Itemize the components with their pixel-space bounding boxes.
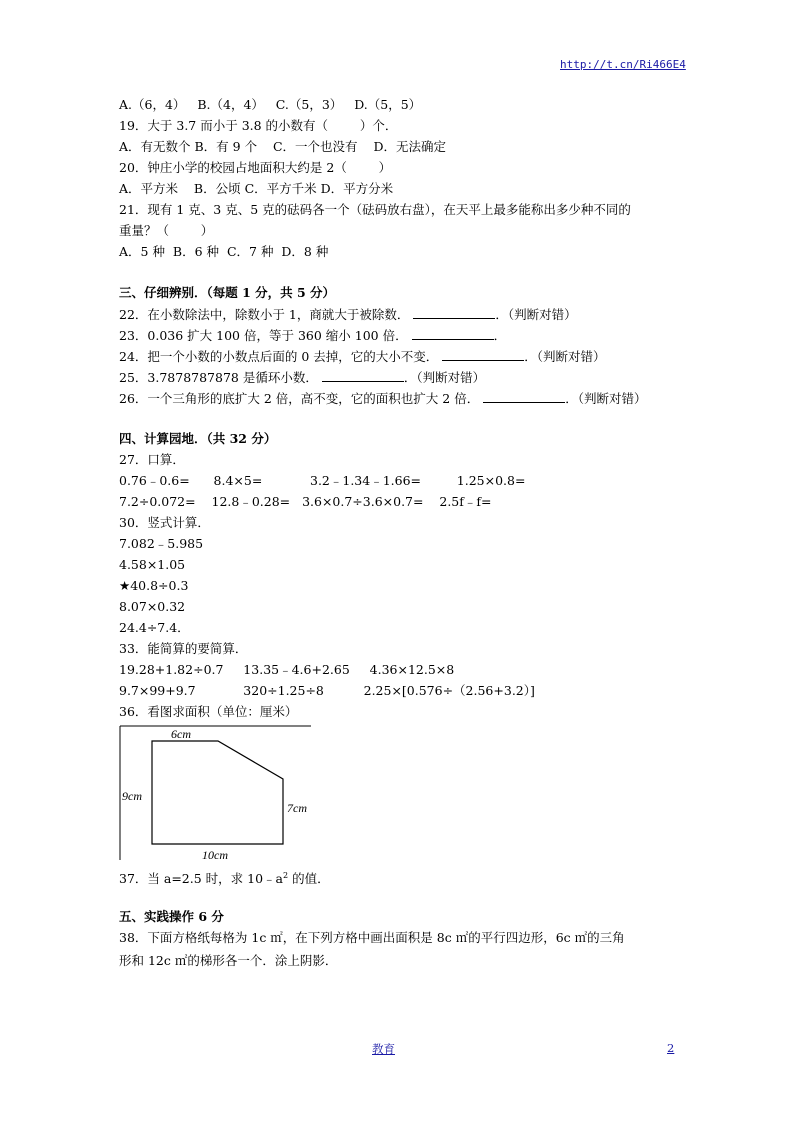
pentagon-shape bbox=[152, 741, 283, 844]
q19: 19．大于 3.7 而小于 3.8 的小数有（ ）个． bbox=[119, 118, 398, 133]
oral-calc-row-1: 0.76﹣0.6= 8.4×5= 3.2﹣1.34﹣1.66= 1.25×0.8= bbox=[119, 473, 526, 488]
q18-options: A.（6，4） B.（4，4） C.（5，3） D.（5，5） bbox=[119, 97, 422, 112]
header-link[interactable]: http://t.cn/Ri466E4 bbox=[560, 58, 686, 71]
answer-blank[interactable] bbox=[483, 390, 565, 403]
area-figure bbox=[119, 724, 319, 864]
q38-line1: 38．下面方格纸每格为 1c ㎡，在下列方格中画出面积是 8c ㎡的平行四边形，6c ㎡的三角 bbox=[119, 930, 625, 945]
oral-calc-row-2: 7.2÷0.072= 12.8﹣0.28= 3.6×0.7÷3.6×0.7= 2.5f﹣f= bbox=[119, 494, 492, 509]
label-right: 7cm bbox=[287, 801, 307, 815]
vertical-calc-2: 4.58×1.05 bbox=[119, 557, 186, 572]
q21-options: A．5 种 B．6 种 C．7 种 D．8 种 bbox=[119, 244, 329, 259]
q21-line2: 重量？（ ） bbox=[119, 223, 214, 238]
q26: 26．一个三角形的底扩大 2 倍，高不变，它的面积也扩大 2 倍． ．（判断对错） bbox=[119, 391, 647, 406]
label-top: 6cm bbox=[171, 727, 191, 741]
answer-blank[interactable] bbox=[413, 306, 495, 319]
label-bottom: 10cm bbox=[202, 848, 228, 862]
q24: 24．把一个小数的小数点后面的 0 去掉，它的大小不变． ．（判断对错） bbox=[119, 349, 606, 364]
q25: 25．3.7878787878 是循环小数． ．（判断对错） bbox=[119, 370, 486, 385]
answer-blank[interactable] bbox=[412, 327, 494, 340]
answer-blank[interactable] bbox=[322, 369, 404, 382]
q23: 23．0.036 扩大 100 倍，等于 360 缩小 100 倍． ． bbox=[119, 328, 507, 343]
q33: 33．能简算的要简算． bbox=[119, 641, 248, 656]
answer-blank[interactable] bbox=[442, 348, 524, 361]
footer-link[interactable]: 教育 bbox=[372, 1042, 395, 1056]
q20: 20．钟庄小学的校园占地面积大约是 2（ ） bbox=[119, 160, 392, 175]
q22: 22．在小数除法中，除数小于 1，商就大于被除数． ．（判断对错） bbox=[119, 307, 577, 322]
label-left: 9cm bbox=[122, 789, 142, 803]
vertical-calc-5: 24.4÷7.4． bbox=[119, 620, 190, 635]
page-number[interactable]: 2 bbox=[667, 1041, 675, 1055]
q37: 37．当 a=2.5 时，求 $10﹣a^2$ 的值． bbox=[119, 871, 330, 887]
vertical-calc-3: ★40.8÷0.3 bbox=[119, 578, 189, 593]
vertical-calc-4: 8.07×0.32 bbox=[119, 599, 186, 614]
section-4-heading: 四、计算园地．（共 32 分） bbox=[119, 431, 277, 446]
q38-line2: 形和 12c ㎡的梯形各一个．涂上阴影． bbox=[119, 953, 338, 968]
section-3-heading: 三、仔细辨别．（每题 1 分，共 5 分） bbox=[119, 285, 336, 300]
q20-options: A．平方米 B．公顷 C．平方千米 D．平方分米 bbox=[119, 181, 394, 196]
q19-options: A．有无数个 B．有 9 个 C．一个也没有 D．无法确定 bbox=[119, 139, 446, 154]
section-5-heading: 五、实践操作 6 分 bbox=[119, 909, 224, 924]
q27: 27．口算． bbox=[119, 452, 185, 467]
q21-line1: 21．现有 1 克、3 克、5 克的砝码各一个（砝码放右盘），在天平上最多能称出多少种不同的 bbox=[119, 202, 631, 217]
simplify-row-2: 9.7×99+9.7 320÷1.25÷8 2.25×[0.576÷（2.56+3.2）] bbox=[119, 683, 535, 698]
q36: 36．看图求面积（单位：厘米） bbox=[119, 704, 298, 719]
vertical-calc-1: 7.082﹣5.985 bbox=[119, 536, 204, 551]
q30: 30．竖式计算． bbox=[119, 515, 210, 530]
simplify-row-1: 19.28+1.82÷0.7 13.35﹣4.6+2.65 4.36×12.5×8 bbox=[119, 662, 455, 677]
